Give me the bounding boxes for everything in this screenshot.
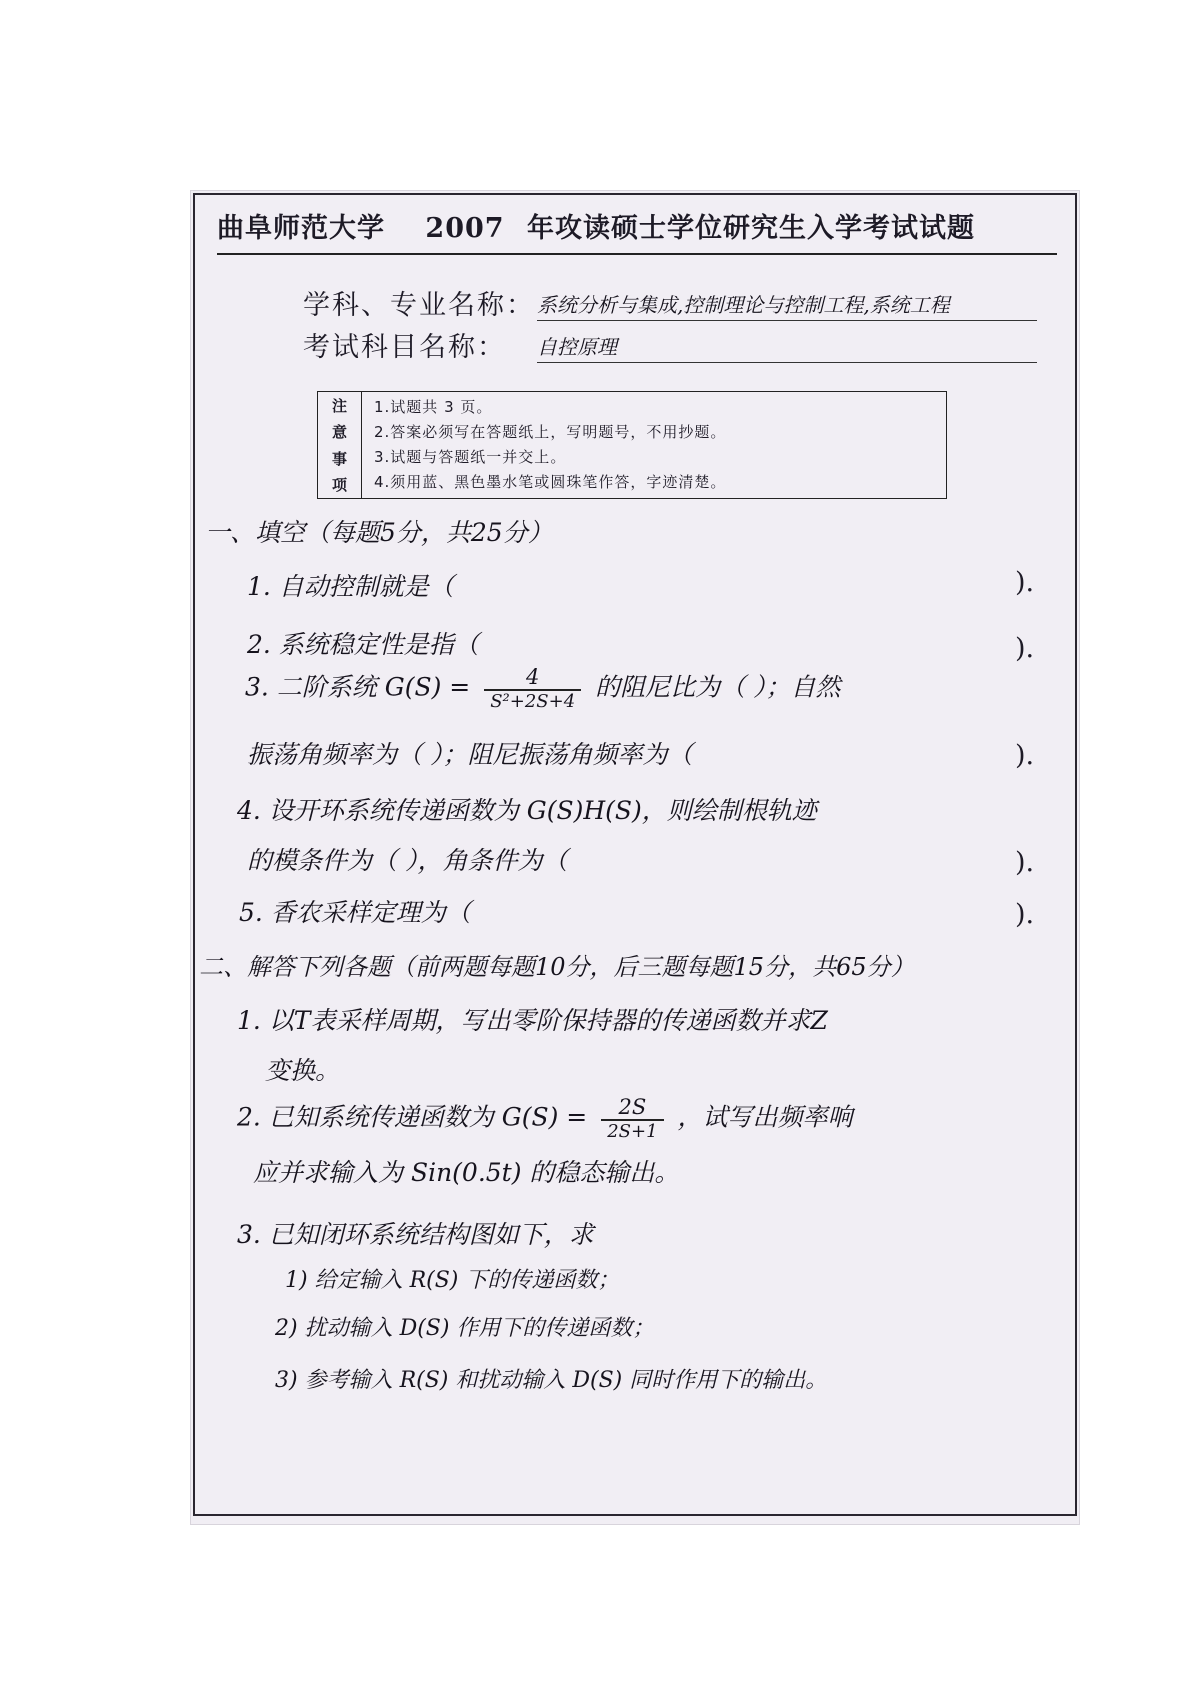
section2-heading: 二、解答下列各题（前两题每题10分，后三题每题15分，共65分） [199, 953, 915, 981]
notice-box [317, 391, 947, 499]
q13-text-a: 3. 二阶系统 G(S) = [245, 672, 471, 702]
major-value: 系统分析与集成,控制理论与控制工程,系统工程 [537, 289, 1037, 321]
exam-scan-sheet [190, 190, 1080, 1525]
question-1-2: 2. 系统稳定性是指（ [247, 630, 479, 659]
exam-year: 2007 [425, 213, 505, 244]
question-2-2 [237, 1095, 853, 1143]
major-label: 学科、专业名称： [303, 290, 535, 321]
exam-title [217, 209, 1057, 255]
question-2-1-cont: 变换。 [265, 1056, 341, 1085]
question-2-3-part3: 3) 参考输入 R(S) 和扰动输入 D(S) 同时作用下的输出。 [275, 1368, 828, 1393]
subject-value: 自控原理 [537, 331, 1037, 363]
transfer-function-fraction [601, 1095, 663, 1143]
notice-label-char: 项 [331, 476, 347, 495]
question-2-2-cont: 应并求输入为 Sin(0.5t) 的稳态输出。 [253, 1158, 680, 1187]
section1-heading: 一、填空（每题5分，共25分） [205, 518, 553, 547]
question-2-1: 1. 以T表采样周期，写出零阶保持器的传递函数并求Z [237, 1006, 828, 1035]
answer-blank-close: ). [1015, 847, 1035, 878]
answer-blank-close: ). [1015, 633, 1035, 664]
exam-frame [193, 193, 1077, 1516]
answer-blank-close: ). [1015, 899, 1035, 930]
notice-item: 4.须用蓝、黑色墨水笔或圆珠笔作答，字迹清楚。 [374, 473, 727, 491]
fraction-denominator: S²+2S+4 [484, 689, 581, 713]
fraction-numerator: 4 [525, 665, 540, 689]
question-2-3-part2: 2) 扰动输入 D(S) 作用下的传递函数； [275, 1316, 655, 1341]
question-2-3: 3. 已知闭环系统结构图如下，求 [237, 1220, 594, 1249]
notice-item: 3.试题与答题纸一并交上。 [374, 448, 567, 466]
notice-label-char: 注 [331, 396, 347, 415]
notice-label-char: 意 [331, 423, 347, 442]
question-1-5: 5. 香农采样定理为（ [239, 898, 471, 927]
answer-blank-close: ). [1015, 740, 1035, 771]
school-name: 曲阜师范大学 [217, 213, 385, 244]
notice-item: 1.试题共 3 页。 [374, 398, 493, 416]
notice-item: 2.答案必须写在答题纸上，写明题号，不用抄题。 [374, 423, 727, 441]
question-2-3-part1: 1) 给定输入 R(S) 下的传递函数； [285, 1268, 620, 1293]
question-1-1: 1. 自动控制就是（ [247, 572, 454, 601]
subject-label: 考试科目名称： [303, 332, 506, 363]
notice-label-char: 事 [331, 449, 347, 468]
q22-text-b: ，试写出频率响 [677, 1102, 853, 1132]
transfer-function-fraction [484, 665, 581, 713]
question-1-4-cont: 的模条件为（ ），角条件为（ [247, 846, 568, 875]
notice-label [318, 392, 362, 498]
question-1-4: 4. 设开环系统传递函数为 G(S)H(S)，则绘制根轨迹 [237, 796, 817, 825]
fraction-numerator: 2S [618, 1095, 647, 1119]
q13-text-b: 的阻尼比为（ ）；自然 [595, 672, 841, 702]
q22-text-a: 2. 已知系统传递函数为 G(S) = [237, 1102, 588, 1132]
fraction-denominator: 2S+1 [601, 1119, 663, 1143]
answer-blank-close: ). [1015, 567, 1035, 598]
title-rest: 年攻读硕士学位研究生入学考试试题 [526, 213, 975, 244]
question-1-3-cont: 振荡角频率为（ ）；阻尼振荡角频率为（ [247, 740, 693, 769]
question-1-3 [245, 665, 841, 713]
